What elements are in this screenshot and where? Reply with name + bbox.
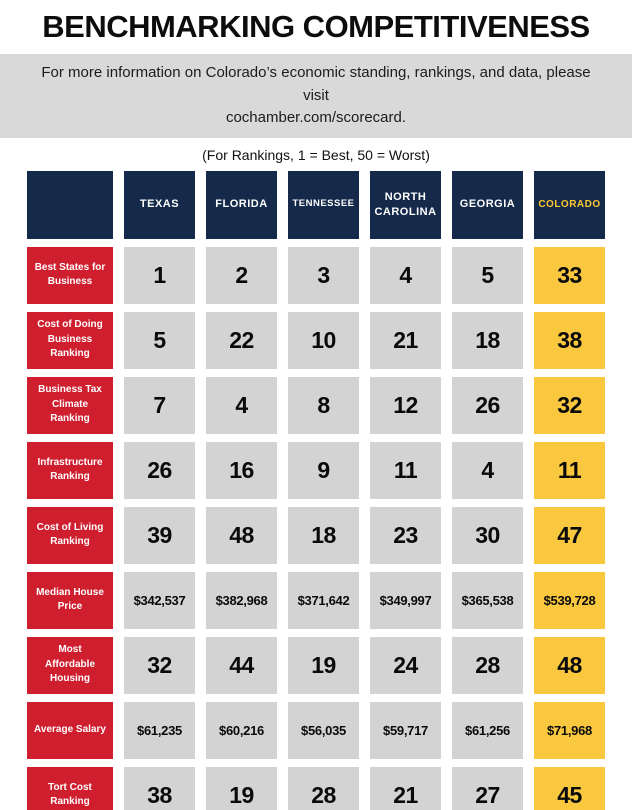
value-cell: $342,537 [124, 572, 195, 629]
value-cell: 12 [370, 377, 441, 434]
value-cell: 27 [452, 767, 523, 810]
value-cell: 4 [452, 442, 523, 499]
value-cell: 26 [124, 442, 195, 499]
value-cell: 18 [288, 507, 359, 564]
row-label-infrastructure: Infrastructure Ranking [27, 442, 113, 499]
value-cell: 10 [288, 312, 359, 369]
row-label-cost-of-doing-business: Cost of Doing Business Ranking [27, 312, 113, 369]
value-cell: 3 [288, 247, 359, 304]
column-header-colorado: COLORADO [534, 171, 605, 239]
value-cell: 28 [452, 637, 523, 694]
value-cell-colorado: 45 [534, 767, 605, 810]
info-banner [0, 54, 632, 138]
benchmark-table [0, 171, 632, 810]
value-cell-colorado: 48 [534, 637, 605, 694]
value-cell: 18 [452, 312, 523, 369]
row-label-business-tax-climate: Business Tax Climate Ranking [27, 377, 113, 434]
row-label-most-affordable-housing: Most Affordable Housing [27, 637, 113, 694]
column-header-north-carolina: NORTH CAROLINA [370, 171, 441, 239]
value-cell: 48 [206, 507, 277, 564]
value-cell: $371,642 [288, 572, 359, 629]
value-cell: 5 [124, 312, 195, 369]
value-cell: 28 [288, 767, 359, 810]
row-label-tort-cost: Tort Cost Ranking [27, 767, 113, 810]
column-header-georgia: GEORGIA [452, 171, 523, 239]
value-cell: 22 [206, 312, 277, 369]
value-cell: 38 [124, 767, 195, 810]
value-cell: $61,256 [452, 702, 523, 759]
value-cell-colorado: $71,968 [534, 702, 605, 759]
column-header-tennessee: TENNESSEE [288, 171, 359, 239]
value-cell: $365,538 [452, 572, 523, 629]
info-banner-line1: For more information on Colorado’s economic standing, rankings, and data, please visit [41, 64, 591, 104]
row-label-average-salary: Average Salary [27, 702, 113, 759]
value-cell-colorado: 11 [534, 442, 605, 499]
value-cell-colorado: $539,728 [534, 572, 605, 629]
value-cell: 8 [288, 377, 359, 434]
value-cell-colorado: 47 [534, 507, 605, 564]
table-corner-cell [27, 171, 113, 239]
value-cell: $61,235 [124, 702, 195, 759]
value-cell: 2 [206, 247, 277, 304]
value-cell: 4 [206, 377, 277, 434]
rankings-note: (For Rankings, 1 = Best, 50 = Worst) [202, 146, 430, 163]
value-cell: $60,216 [206, 702, 277, 759]
value-cell: 1 [124, 247, 195, 304]
value-cell: 4 [370, 247, 441, 304]
value-cell: 7 [124, 377, 195, 434]
value-cell: $56,035 [288, 702, 359, 759]
value-cell: $349,997 [370, 572, 441, 629]
row-label-best-states: Best States for Business [27, 247, 113, 304]
value-cell: $59,717 [370, 702, 441, 759]
info-banner-line2: cochamber.com/scorecard. [225, 109, 407, 127]
value-cell-colorado: 33 [534, 247, 605, 304]
page-title: BENCHMARKING COMPETITIVENESS [42, 9, 590, 44]
value-cell: 9 [288, 442, 359, 499]
value-cell: 16 [206, 442, 277, 499]
value-cell: 30 [452, 507, 523, 564]
row-label-cost-of-living: Cost of Living Ranking [27, 507, 113, 564]
value-cell: 32 [124, 637, 195, 694]
value-cell: 26 [452, 377, 523, 434]
row-label-median-house-price: Median House Price [27, 572, 113, 629]
value-cell: 5 [452, 247, 523, 304]
value-cell-colorado: 32 [534, 377, 605, 434]
value-cell: 19 [288, 637, 359, 694]
value-cell: 21 [370, 312, 441, 369]
value-cell: 21 [370, 767, 441, 810]
value-cell: 19 [206, 767, 277, 810]
value-cell: 11 [370, 442, 441, 499]
value-cell: 24 [370, 637, 441, 694]
column-header-florida: FLORIDA [206, 171, 277, 239]
value-cell: $382,968 [206, 572, 277, 629]
value-cell: 44 [206, 637, 277, 694]
value-cell: 23 [370, 507, 441, 564]
value-cell-colorado: 38 [534, 312, 605, 369]
column-header-texas: TEXAS [124, 171, 195, 239]
value-cell: 39 [124, 507, 195, 564]
